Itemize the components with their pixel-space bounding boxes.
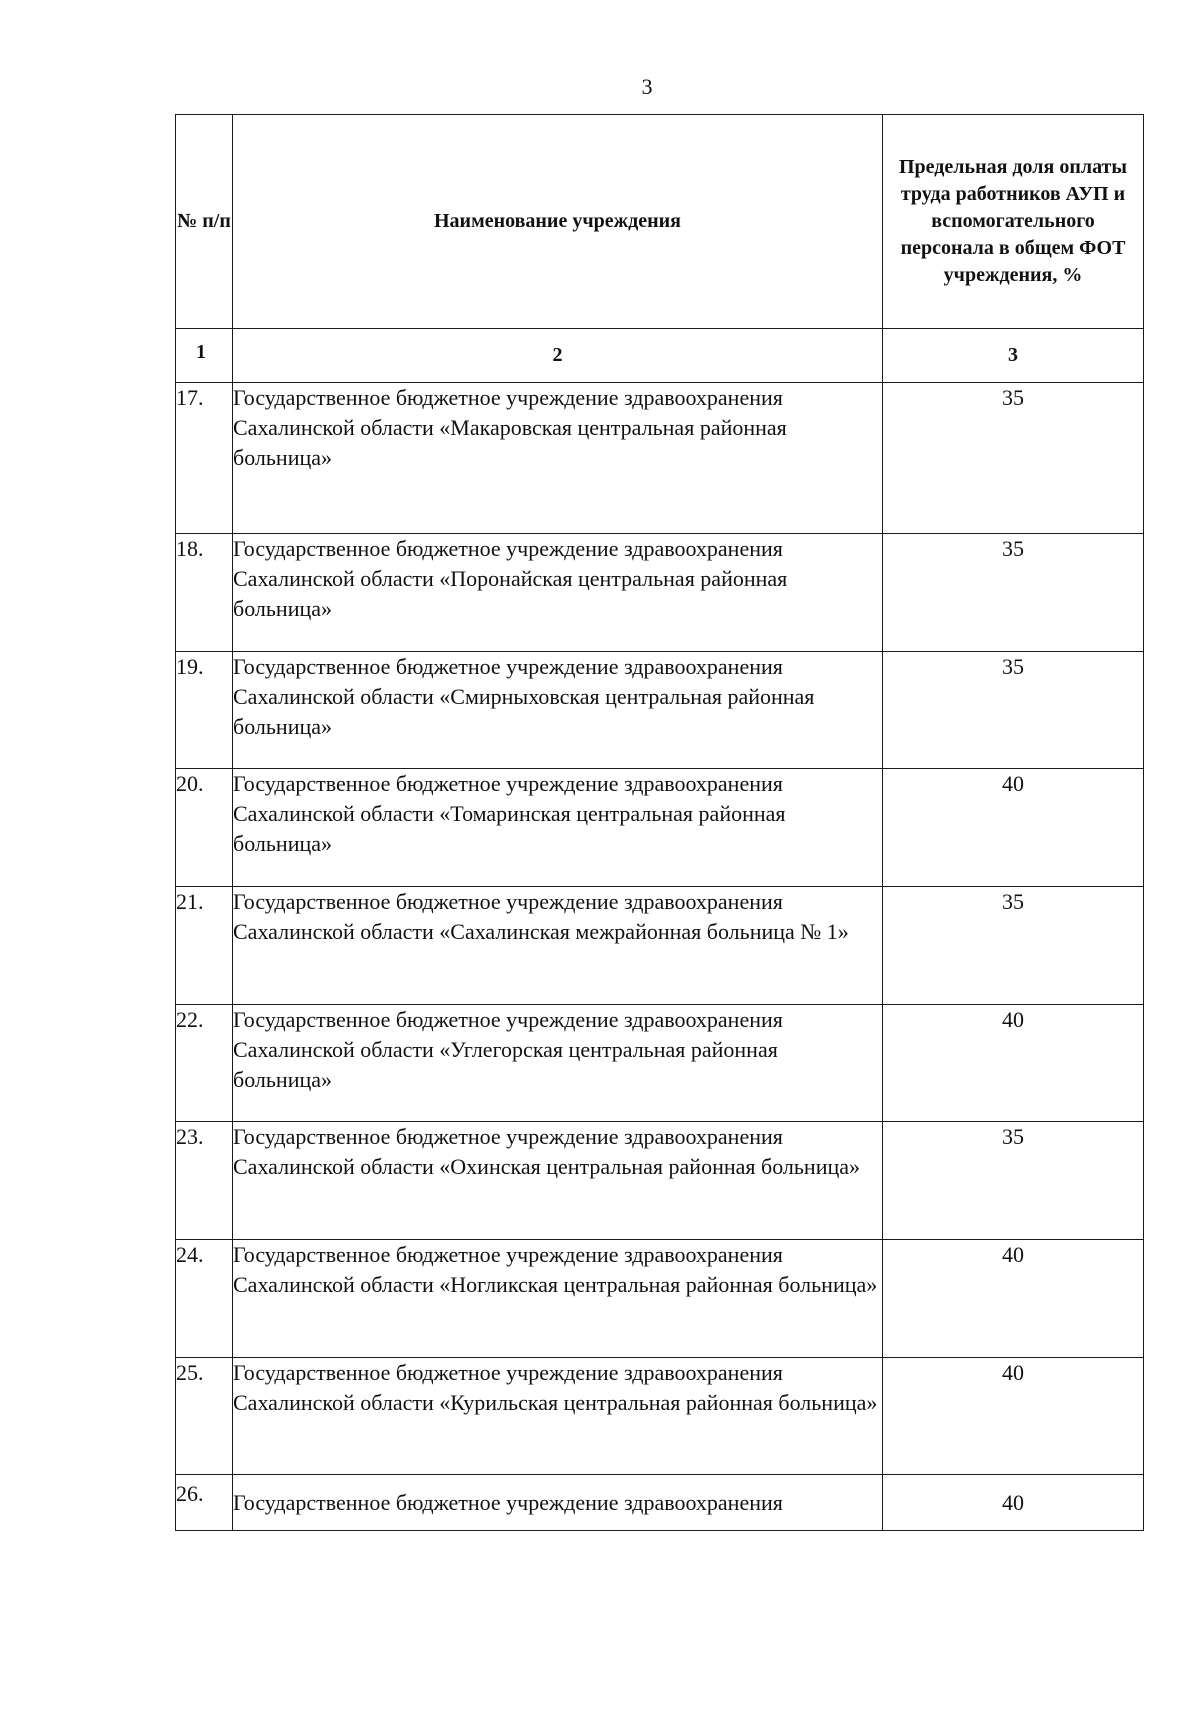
page-number: 3 [641,74,653,99]
header-value: Предельная доля оплаты труда работников АУП и вспомогательного персонала в общем ФОТ учреждения, % [883,115,1144,329]
share-value: 40 [883,1005,1144,1122]
row-number: 18. [176,534,233,652]
header-num: № п/п [176,115,233,329]
table-row [176,1122,1144,1240]
row-number: 19. [176,652,233,769]
header-name: Наименование учреждения [233,115,883,329]
table-row [176,1240,1144,1358]
column-index-2: 2 [233,329,883,383]
share-value: 35 [883,383,1144,534]
table-row [176,652,1144,769]
institution-name: Государственное бюджетное учреждение здравоохранения Сахалинской области «Курильская центральная районная больница» [233,1358,883,1475]
share-value: 35 [883,652,1144,769]
table-row [176,887,1144,1005]
institution-name: Государственное бюджетное учреждение здравоохранения [233,1475,883,1531]
share-value: 35 [883,887,1144,1005]
share-value: 40 [883,1358,1144,1475]
institution-name: Государственное бюджетное учреждение здравоохранения Сахалинской области «Томаринская центральная районная больница» [233,769,883,887]
row-number: 20. [176,769,233,887]
table-header-row [176,115,1144,329]
table-row [176,383,1144,534]
institution-name: Государственное бюджетное учреждение здравоохранения Сахалинской области «Смирныховская центральная районная больница» [233,652,883,769]
institution-name: Государственное бюджетное учреждение здравоохранения Сахалинской области «Охинская центральная районная больница» [233,1122,883,1240]
institution-name: Государственное бюджетное учреждение здравоохранения Сахалинской области «Углегорская центральная районная больница» [233,1005,883,1122]
column-index-row [176,329,1144,383]
table-row [176,769,1144,887]
column-index-3: 3 [883,329,1144,383]
institution-name: Государственное бюджетное учреждение здравоохранения Сахалинской области «Сахалинская межрайонная больница № 1» [233,887,883,1005]
row-number: 23. [176,1122,233,1240]
institution-name: Государственное бюджетное учреждение здравоохранения Сахалинской области «Макаровская центральная районная больница» [233,383,883,534]
row-number: 17. [176,383,233,534]
table-row [176,1475,1144,1531]
share-value: 40 [883,1475,1144,1531]
table-row [176,534,1144,652]
table-row [176,1005,1144,1122]
share-value: 40 [883,1240,1144,1358]
table-row [176,1358,1144,1475]
share-value: 40 [883,769,1144,887]
row-number: 25. [176,1358,233,1475]
row-number: 26. [176,1475,233,1531]
institution-name: Государственное бюджетное учреждение здравоохранения Сахалинской области «Ногликская центральная районная больница» [233,1240,883,1358]
institutions-table [175,114,1144,1531]
share-value: 35 [883,534,1144,652]
column-index-1: 1 [176,329,233,383]
row-number: 22. [176,1005,233,1122]
institution-name: Государственное бюджетное учреждение здравоохранения Сахалинской области «Поронайская центральная районная больница» [233,534,883,652]
share-value: 35 [883,1122,1144,1240]
row-number: 21. [176,887,233,1005]
row-number: 24. [176,1240,233,1358]
